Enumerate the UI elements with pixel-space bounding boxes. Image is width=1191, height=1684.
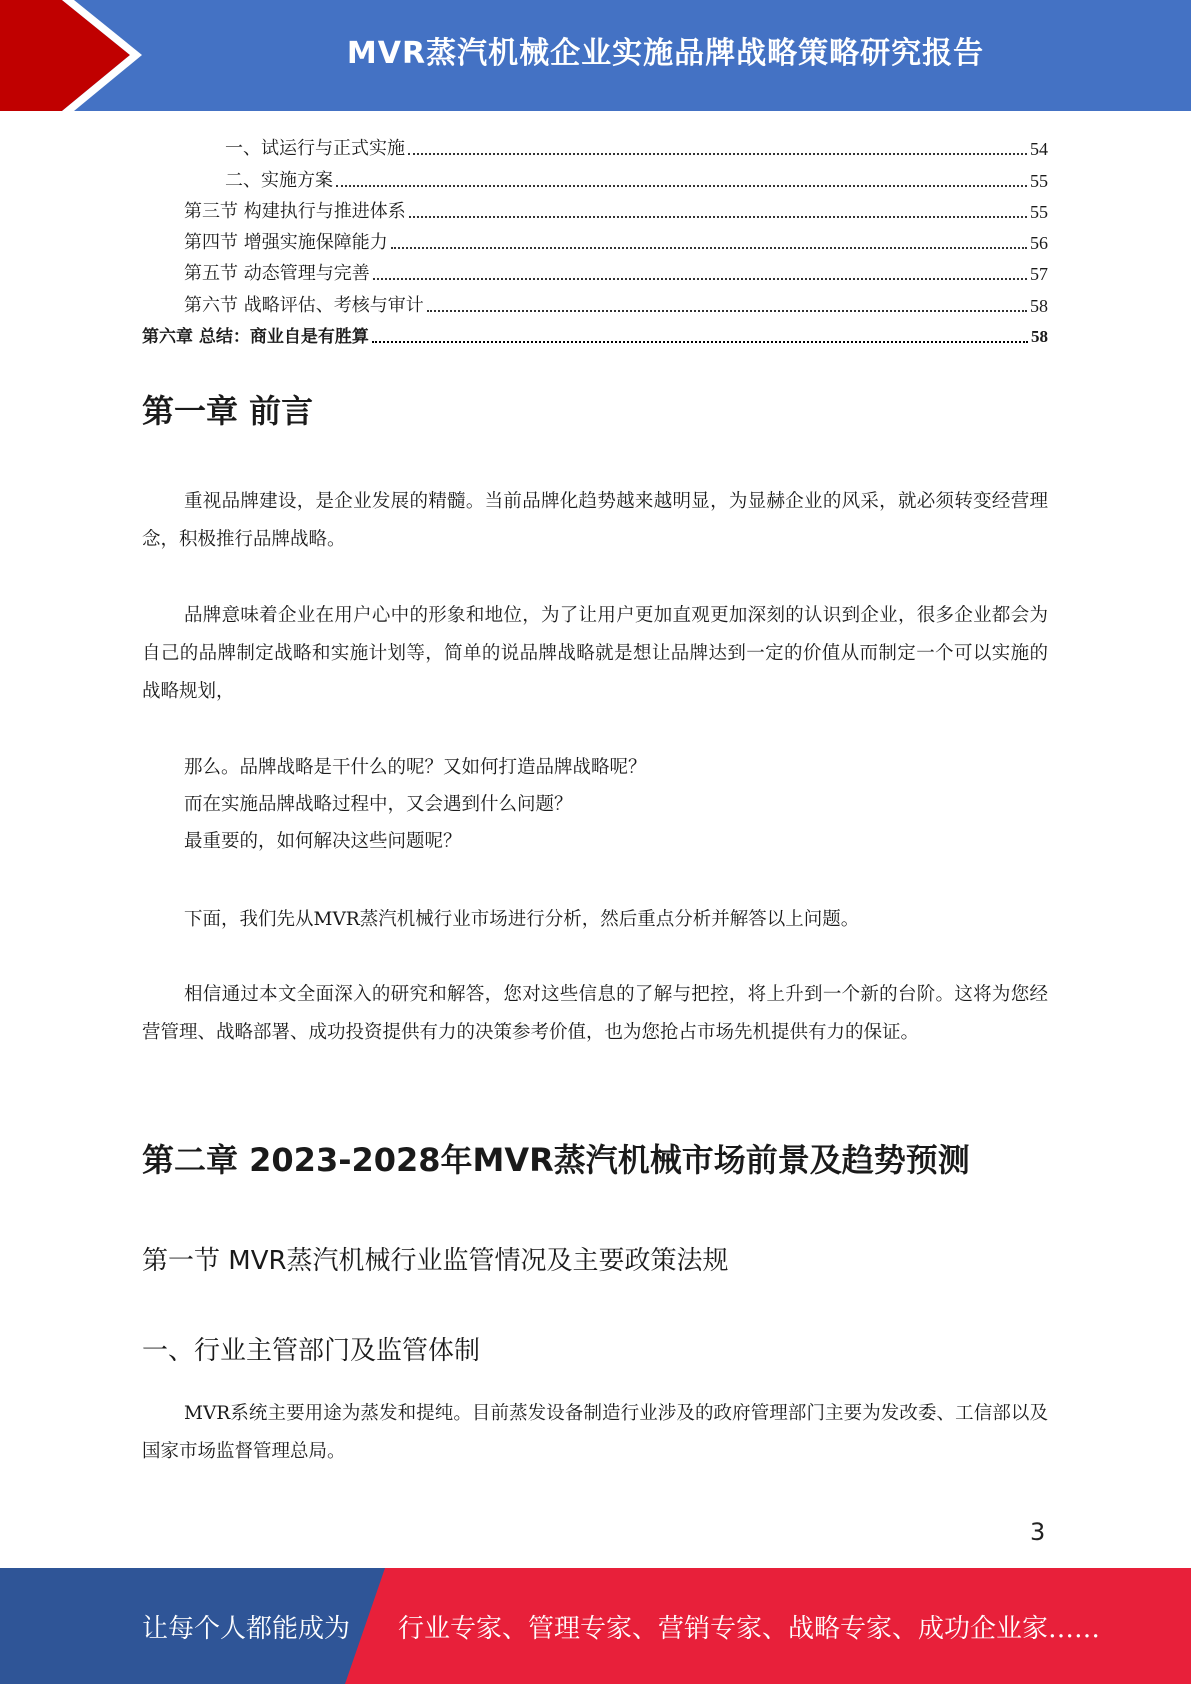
paragraph: 下面，我们先从MVR蒸汽机械行业市场进行分析，然后重点分析并解答以上问题。 <box>184 909 860 930</box>
toc-entry[interactable] <box>142 255 1048 286</box>
toc-entry[interactable] <box>142 193 1048 224</box>
subsection-heading: 一、行业主管部门及监管体制 <box>142 1336 481 1366</box>
toc-entry-label: 第六章 总结：商业自是有胜算 <box>142 327 369 348</box>
footer-slogan-left: 让每个人都能成为 <box>142 1613 351 1644</box>
toc-entry-page: 55 <box>1030 170 1048 191</box>
toc-entry[interactable] <box>142 318 1048 349</box>
chapter-heading: 第二章 2023-2028年MVR蒸汽机械市场前景及趋势预测 <box>142 1141 970 1179</box>
paragraph: 重视品牌建设，是企业发展的精髓。当前品牌化趋势越来越明显，为显赫企业的风采，就必须转变经营理念，积极推行品牌战略。 <box>142 491 1048 550</box>
toc-entry[interactable] <box>142 130 1048 161</box>
toc-leader <box>408 152 1027 155</box>
paragraph: 相信通过本文全面深入的研究和解答，您对这些信息的了解与把控，将上升到一个新的台阶。这将为您经营管理、战略部署、成功投资提供有力的决策参考价值，也为您抢占市场先机提供有力的保证。 <box>142 984 1048 1043</box>
toc-leader <box>391 246 1027 249</box>
toc-leader <box>373 277 1027 280</box>
toc-entry-label: 第三节 构建执行与推进体系 <box>184 200 406 222</box>
report-title: MVR蒸汽机械企业实施品牌战略策略研究报告 <box>346 36 985 71</box>
toc-entry[interactable] <box>142 224 1048 255</box>
page-number: 3 <box>1030 1518 1046 1546</box>
question-line: 那么。品牌战略是干什么的呢？又如何打造品牌战略呢？ <box>184 757 647 778</box>
toc-entry-page: 57 <box>1030 264 1048 285</box>
page-header <box>0 0 1191 111</box>
toc-entry-label: 第五节 动态管理与完善 <box>184 263 370 285</box>
section-heading: 第一节 MVR蒸汽机械行业监管情况及主要政策法规 <box>142 1246 729 1276</box>
question-line: 最重要的，如何解决这些问题呢？ <box>184 831 462 852</box>
toc-entry-label: 第六节 战略评估、考核与审计 <box>184 294 424 316</box>
table-of-contents <box>142 130 1048 349</box>
footer-slogan-right: 行业专家、管理专家、营销专家、战略专家、成功企业家…… <box>398 1613 1101 1644</box>
paragraph: 品牌意味着企业在用户心中的形象和地位，为了让用户更加直观更加深刻的认识到企业，很多企业都会为自己的品牌制定战略和实施计划等，简单的说品牌战略就是想让品牌达到一定的价值从而制定一个可以实施的战略规划， <box>142 605 1048 702</box>
toc-entry-page: 54 <box>1030 139 1048 160</box>
toc-entry-page: 58 <box>1031 327 1048 347</box>
toc-entry-label: 一、试运行与正式实施 <box>225 138 405 160</box>
header-arrow-icon <box>0 0 160 111</box>
page-footer <box>0 1568 1191 1684</box>
toc-entry[interactable] <box>142 161 1048 192</box>
toc-leader <box>409 215 1027 218</box>
toc-leader <box>427 309 1027 312</box>
question-line: 而在实施品牌战略过程中，又会遇到什么问题？ <box>184 794 573 815</box>
chapter-heading: 第一章 前言 <box>142 392 314 430</box>
toc-entry-label: 二、实施方案 <box>225 169 333 191</box>
toc-entry-page: 55 <box>1030 201 1048 222</box>
paragraph: MVR系统主要用途为蒸发和提纯。目前蒸发设备制造行业涉及的政府管理部门主要为发改委、工信部以及国家市场监督管理总局。 <box>142 1403 1048 1462</box>
toc-leader <box>336 184 1027 187</box>
toc-entry-page: 56 <box>1030 233 1048 254</box>
toc-entry-page: 58 <box>1030 295 1048 316</box>
toc-leader <box>372 340 1028 343</box>
toc-entry-label: 第四节 增强实施保障能力 <box>184 232 388 254</box>
toc-entry[interactable] <box>142 286 1048 317</box>
